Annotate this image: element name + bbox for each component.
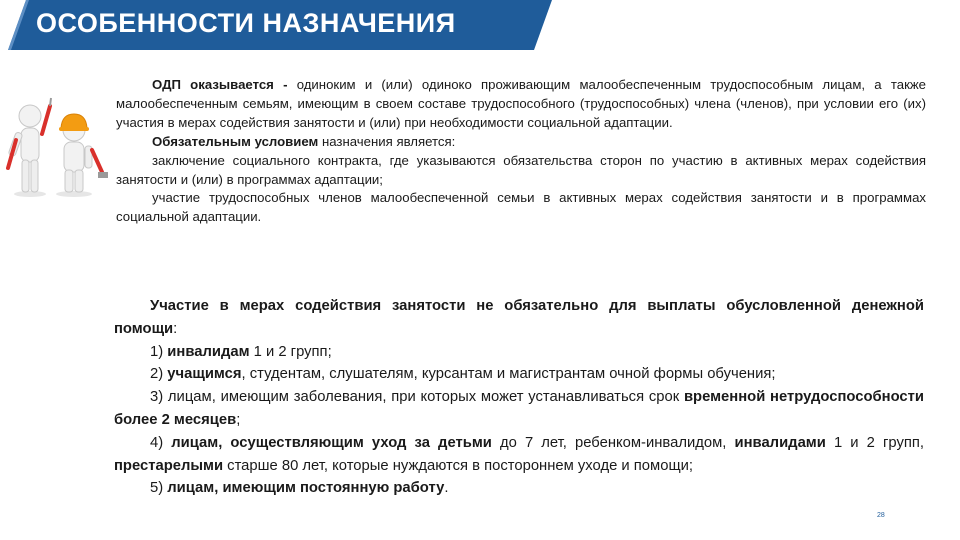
item-number: 2) xyxy=(150,366,168,383)
item-text: до 7 лет, ребенком-инвалидом, xyxy=(491,434,735,451)
item-bold: престарелыми xyxy=(114,457,224,474)
item-tail: ; xyxy=(236,411,241,428)
item-text: , студентам, слушателям, курсантам и магистрантам очной формы обучения; xyxy=(241,366,776,383)
item-number: 1) xyxy=(150,343,168,360)
condition-item-contract: заключение социального контракта, где указываются обязательства сторон по участию в активных мерах содействия занятости и (или) в программах адаптации; xyxy=(116,152,926,187)
item-number: 4) xyxy=(150,434,172,451)
item-bold: временной нетрудоспособности более 2 месяцев xyxy=(114,389,924,428)
item-number: 3) xyxy=(150,389,168,406)
item-text: 1 и 2 групп; xyxy=(249,343,332,360)
exception-item-2 xyxy=(114,363,924,386)
item-bold: лицам, осуществляющим уход за детьми xyxy=(171,434,492,451)
page-title: ОСОБЕННОСТИ НАЗНАЧЕНИЯ xyxy=(36,8,456,38)
exception-item-4 xyxy=(114,432,924,478)
page-number: 28 xyxy=(877,512,885,519)
construction-workers-icon xyxy=(4,88,116,198)
condition-paragraph xyxy=(116,133,926,152)
condition-item-participation: участие трудоспособных членов малообеспеченной семьи в активных мерах содействия занятости и в программах социальной адаптации. xyxy=(116,190,926,225)
odp-definition-term: ОДП оказывается - xyxy=(152,77,288,92)
condition-term: Обязательным условием xyxy=(152,133,319,149)
item-bold: инвалидами xyxy=(734,434,826,451)
exception-item-3 xyxy=(114,386,924,432)
exceptions-lead-bold: Участие в мерах содействия занятости не обязательно для выплаты обусловленной денежной помощи xyxy=(114,298,924,337)
condition-text: назначения является: xyxy=(318,133,456,149)
title-banner xyxy=(8,0,552,50)
item-tail: . xyxy=(444,480,449,497)
item-bold: учащимся xyxy=(167,366,242,383)
item-number: 5) xyxy=(150,480,168,497)
exceptions-block xyxy=(114,295,924,500)
odp-definition-text: одиноким и (или) одиноко проживающим малообеспеченным трудоспособным лицам, а также малообеспеченным семьям, имеющим в своем составе трудоспособного (трудоспособных) члена (членов), при условии его (их) участия в мерах содействия занятости и (или) при необходимости социальной адаптации. xyxy=(116,77,926,130)
item-text: старше 80 лет, которые нуждаются в постороннем уходе и помощи; xyxy=(223,457,693,474)
item-text: лицам, имеющим заболевания, при которых может устанавливаться срок xyxy=(167,389,684,406)
item-text: 1 и 2 групп, xyxy=(825,434,924,451)
item-bold: лицам, имеющим постоянную работу xyxy=(167,480,445,497)
exceptions-lead-tail: : xyxy=(173,320,178,337)
exception-item-5 xyxy=(114,477,924,500)
intro-paragraph xyxy=(116,76,926,133)
item-bold: инвалидам xyxy=(167,343,250,360)
exception-item-1 xyxy=(114,341,924,364)
exceptions-lead xyxy=(114,295,924,341)
intro-block xyxy=(116,76,926,227)
